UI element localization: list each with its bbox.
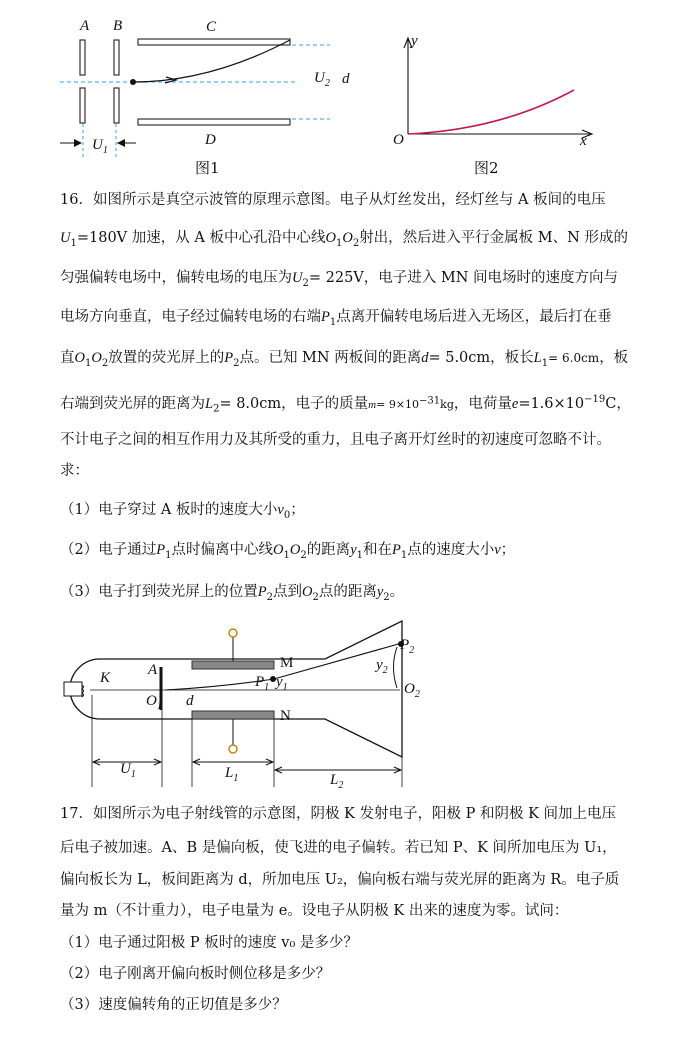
figure-2-drawing [380,0,600,180]
cathode [64,682,82,696]
label-p1: $P_1$ [255,674,270,693]
plate-d [138,119,290,125]
terminal-m [229,629,237,637]
electron-trajectory [133,40,290,82]
origin-label: O [393,132,404,148]
label-l2-dim: $L_2$ [330,772,344,791]
q16-line-3: 匀强偏转电场中，偏转电场的电压为$U_2= 225V$，电子进入 MN 间电场时的速度方向与 [60,270,619,289]
q17-sub-1: （1）电子通过阳极 P 板时的速度 v₀ 是多少？ [60,935,358,951]
label-n: N [280,708,291,724]
q16-line-8: 求： [60,463,89,479]
q17-line-1: 17．如图所示为电子射线管的示意图，阴极 K 发射电子，阳极 P 和阴极 K 间加上电压 [60,806,617,822]
y-axis-label: y [411,33,418,49]
q16-sub-1: （1）电子穿过 A 板时的速度大小$v_0$； [60,502,305,521]
parabola-curve [408,90,574,134]
figure-1-drawing [0,0,330,180]
plate-n [192,711,274,719]
label-p2: $P_2$ [400,637,415,656]
q16-line-1: 16．如图所示是真空示波管的原理示意图。电子从灯丝发出，经灯丝与 A 板间的电压 [60,192,606,208]
label-y1: $y_1$ [276,674,288,693]
terminal-n [229,745,237,753]
q17-line-3: 偏向板长为 L，板间距离为 d，所加电压 U₂，偏向板右端与荧光屏的距离为 R。电子质 [60,872,620,888]
x-axis-label: x [580,133,587,149]
label-d-fig1: d [342,71,350,87]
label-l1-dim: $L_1$ [225,765,239,784]
label-u1: $U_1$ [92,137,108,156]
figure-2-caption: 图2 [474,159,499,177]
q16-line-5: 直$O_1O_2$放置的荧光屏上的$P_2$点。已知 MN 两板间的距离d= 5.0cm，板长$L_1= 6.0cm$，板 [60,350,629,369]
tube-outline [70,621,402,757]
label-k: K [100,670,111,686]
label-anode-a: A [148,662,158,678]
label-o2: $O_2$ [404,681,420,700]
figure-3-drawing [0,615,697,795]
q17-sub-2: （2）电子刚离开偏向板时侧位移是多少？ [60,966,331,982]
label-c: C [206,19,217,35]
label-y2: $y_2$ [376,657,388,676]
figure-3 [0,615,697,795]
q16-line-6: 右端到荧光屏的距离为$L_2= 8.0cm$，电子的质量$m= 9\times 10^{-31}kg$，电荷量$e=1.6\times 10^{-19}C$， [60,394,631,415]
q16-sub-3: （3）电子打到荧光屏上的位置$P_2$点到$O_2$点的距离$y_2$。 [60,584,405,603]
figure-1 [0,0,330,180]
q17-sub-3: （3）速度偏转角的正切值是多少？ [60,997,287,1013]
q16-sub-2: （2）电子通过$P_1$点时偏离中心线$O_1O_2$的距离$y_1$和在$P_1$点的速度大小v； [60,542,516,561]
label-u1-dim: $U_1$ [120,761,136,780]
figure-1-caption: 图1 [195,159,220,177]
label-b: B [113,18,123,34]
q16-line-7: 不计电子之间的相互作用力及其所受的重力，且电子离开灯丝时的初速度可忽略不计。 [60,432,611,448]
q17-line-2: 后电子被加速。A、B 是偏向板，使飞进的电子偏转。若已知 P、K 间所加电压为 U₁， [60,840,617,856]
figure-2 [380,0,600,180]
label-a: A [80,18,90,34]
q17-line-4: 量为 m（不计重力），电子电量为 e。设电子从阴极 K 出来的速度为零。试问： [60,903,569,919]
label-m: M [280,655,294,671]
q16-line-4: 电场方向垂直，电子经过偏转电场的右端$P_1$点离开偏转电场后进入无场区，最后打在垂 [60,309,612,328]
plate-c [138,39,290,45]
plate-b-top [114,40,119,75]
label-o1: $O_1$ [146,693,162,712]
plate-m [192,661,274,669]
label-d: d [186,693,194,709]
q16-line-2: $U_1=180V$ 加速，从 A 板中心孔沿中心线$O_1O_2$射出，然后进入平行金属板 M、N 形成的 [60,230,628,249]
label-u2: $U_2$ [314,70,330,89]
label-d: D [205,132,216,148]
plate-b-bottom [114,88,119,123]
y2-bracket [394,647,398,688]
plate-a-top [80,40,85,75]
plate-a-bottom [80,88,85,123]
